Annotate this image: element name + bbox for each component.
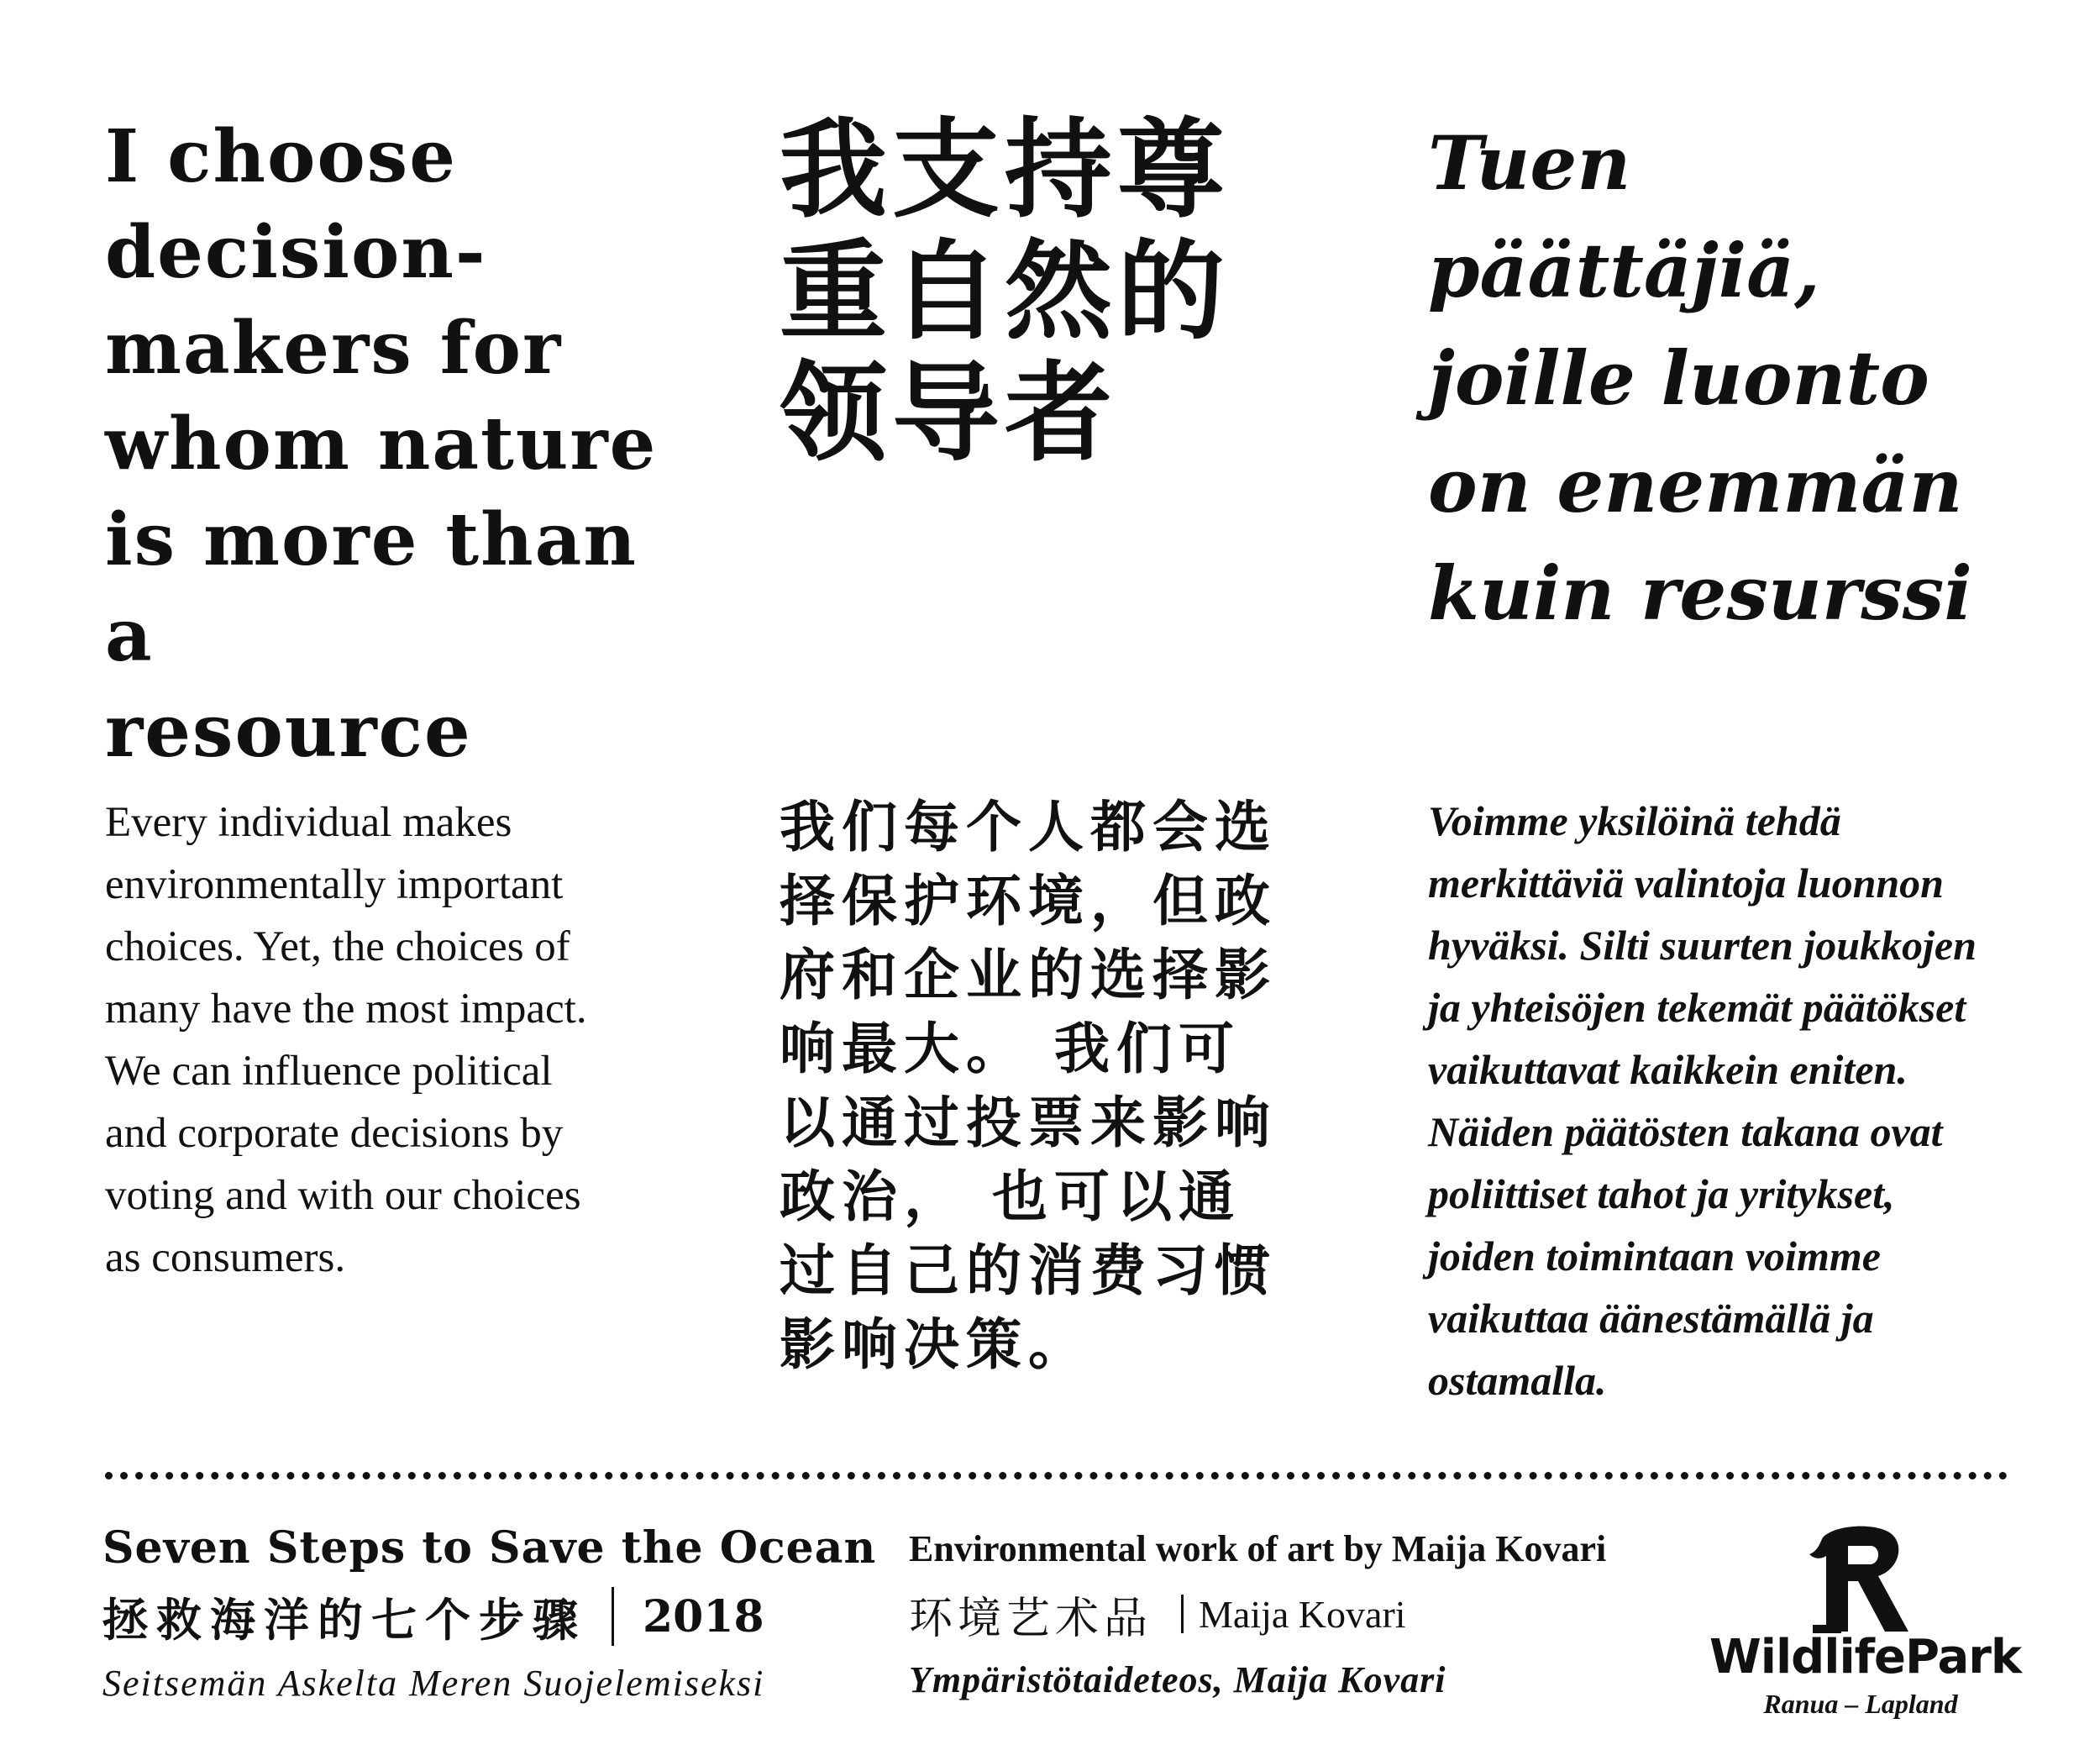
vertical-separator: [1181, 1595, 1184, 1633]
series-title-finnish: Seitsemän Askelta Meren Suojelemiseksi: [102, 1663, 765, 1704]
body-text-chinese: 我们每个人都会选 择保护环境，但政 府和企业的选择影 响最大。 我们可 以通过投票来影响 政治， 也可以通 过自己的消费习惯 影响决策。: [780, 794, 1277, 1377]
dotted-divider: [105, 1472, 2008, 1479]
logo-wordmark: WildlifePark: [1709, 1630, 2022, 1684]
body-text-finnish: Voimme yksilöinä tehdä merkittäviä valintoja luonnon hyväksi. Silti suurten joukkojen ja yhteisöjen tekemät päätökset vaikuttavat kaikkein eniten. Näiden päätösten takana ovat poliittiset tahot ja yritykset, joiden toimintaan voimme vaikuttaa äänestämällä ja ostamalla.: [1428, 797, 1977, 1404]
vertical-separator: [612, 1587, 614, 1646]
artwork-credit-english: Environmental work of art by Maija Kovari: [909, 1528, 1607, 1569]
artwork-credit-chinese: 环境艺术品: [909, 1593, 1153, 1644]
series-title-chinese: 拯救海洋的七个步骤: [102, 1593, 586, 1647]
artwork-credit-finnish: Ympäristötaideteos, Maija Kovari: [909, 1659, 1446, 1700]
body-text-english: Every individual makes environmentally important choices. Yet, the choices of many have the most impact. We can influence political and corporate decisions by voting and with our choices as consumers.: [105, 799, 587, 1281]
series-title: Seven Steps to Save the Ocean: [102, 1522, 877, 1574]
artwork-credit-chinese-row: [909, 1586, 1406, 1642]
wildlifepark-logo: [1709, 1522, 2022, 1724]
series-year: 2018: [643, 1590, 764, 1642]
headline-english: I choose decision- makers for whom nature is more than a resource: [105, 114, 658, 774]
artist-name: Maija Kovari: [1199, 1592, 1406, 1636]
series-chinese-row: [102, 1586, 764, 1647]
headline-chinese: 我支持尊 重自然的 领导者: [780, 108, 1231, 476]
logo-location: Ranua – Lapland: [1763, 1689, 1958, 1719]
headline-finnish: Tuen päättäjiä, joille luonto on enemmän kuin resurssi: [1428, 119, 1972, 637]
